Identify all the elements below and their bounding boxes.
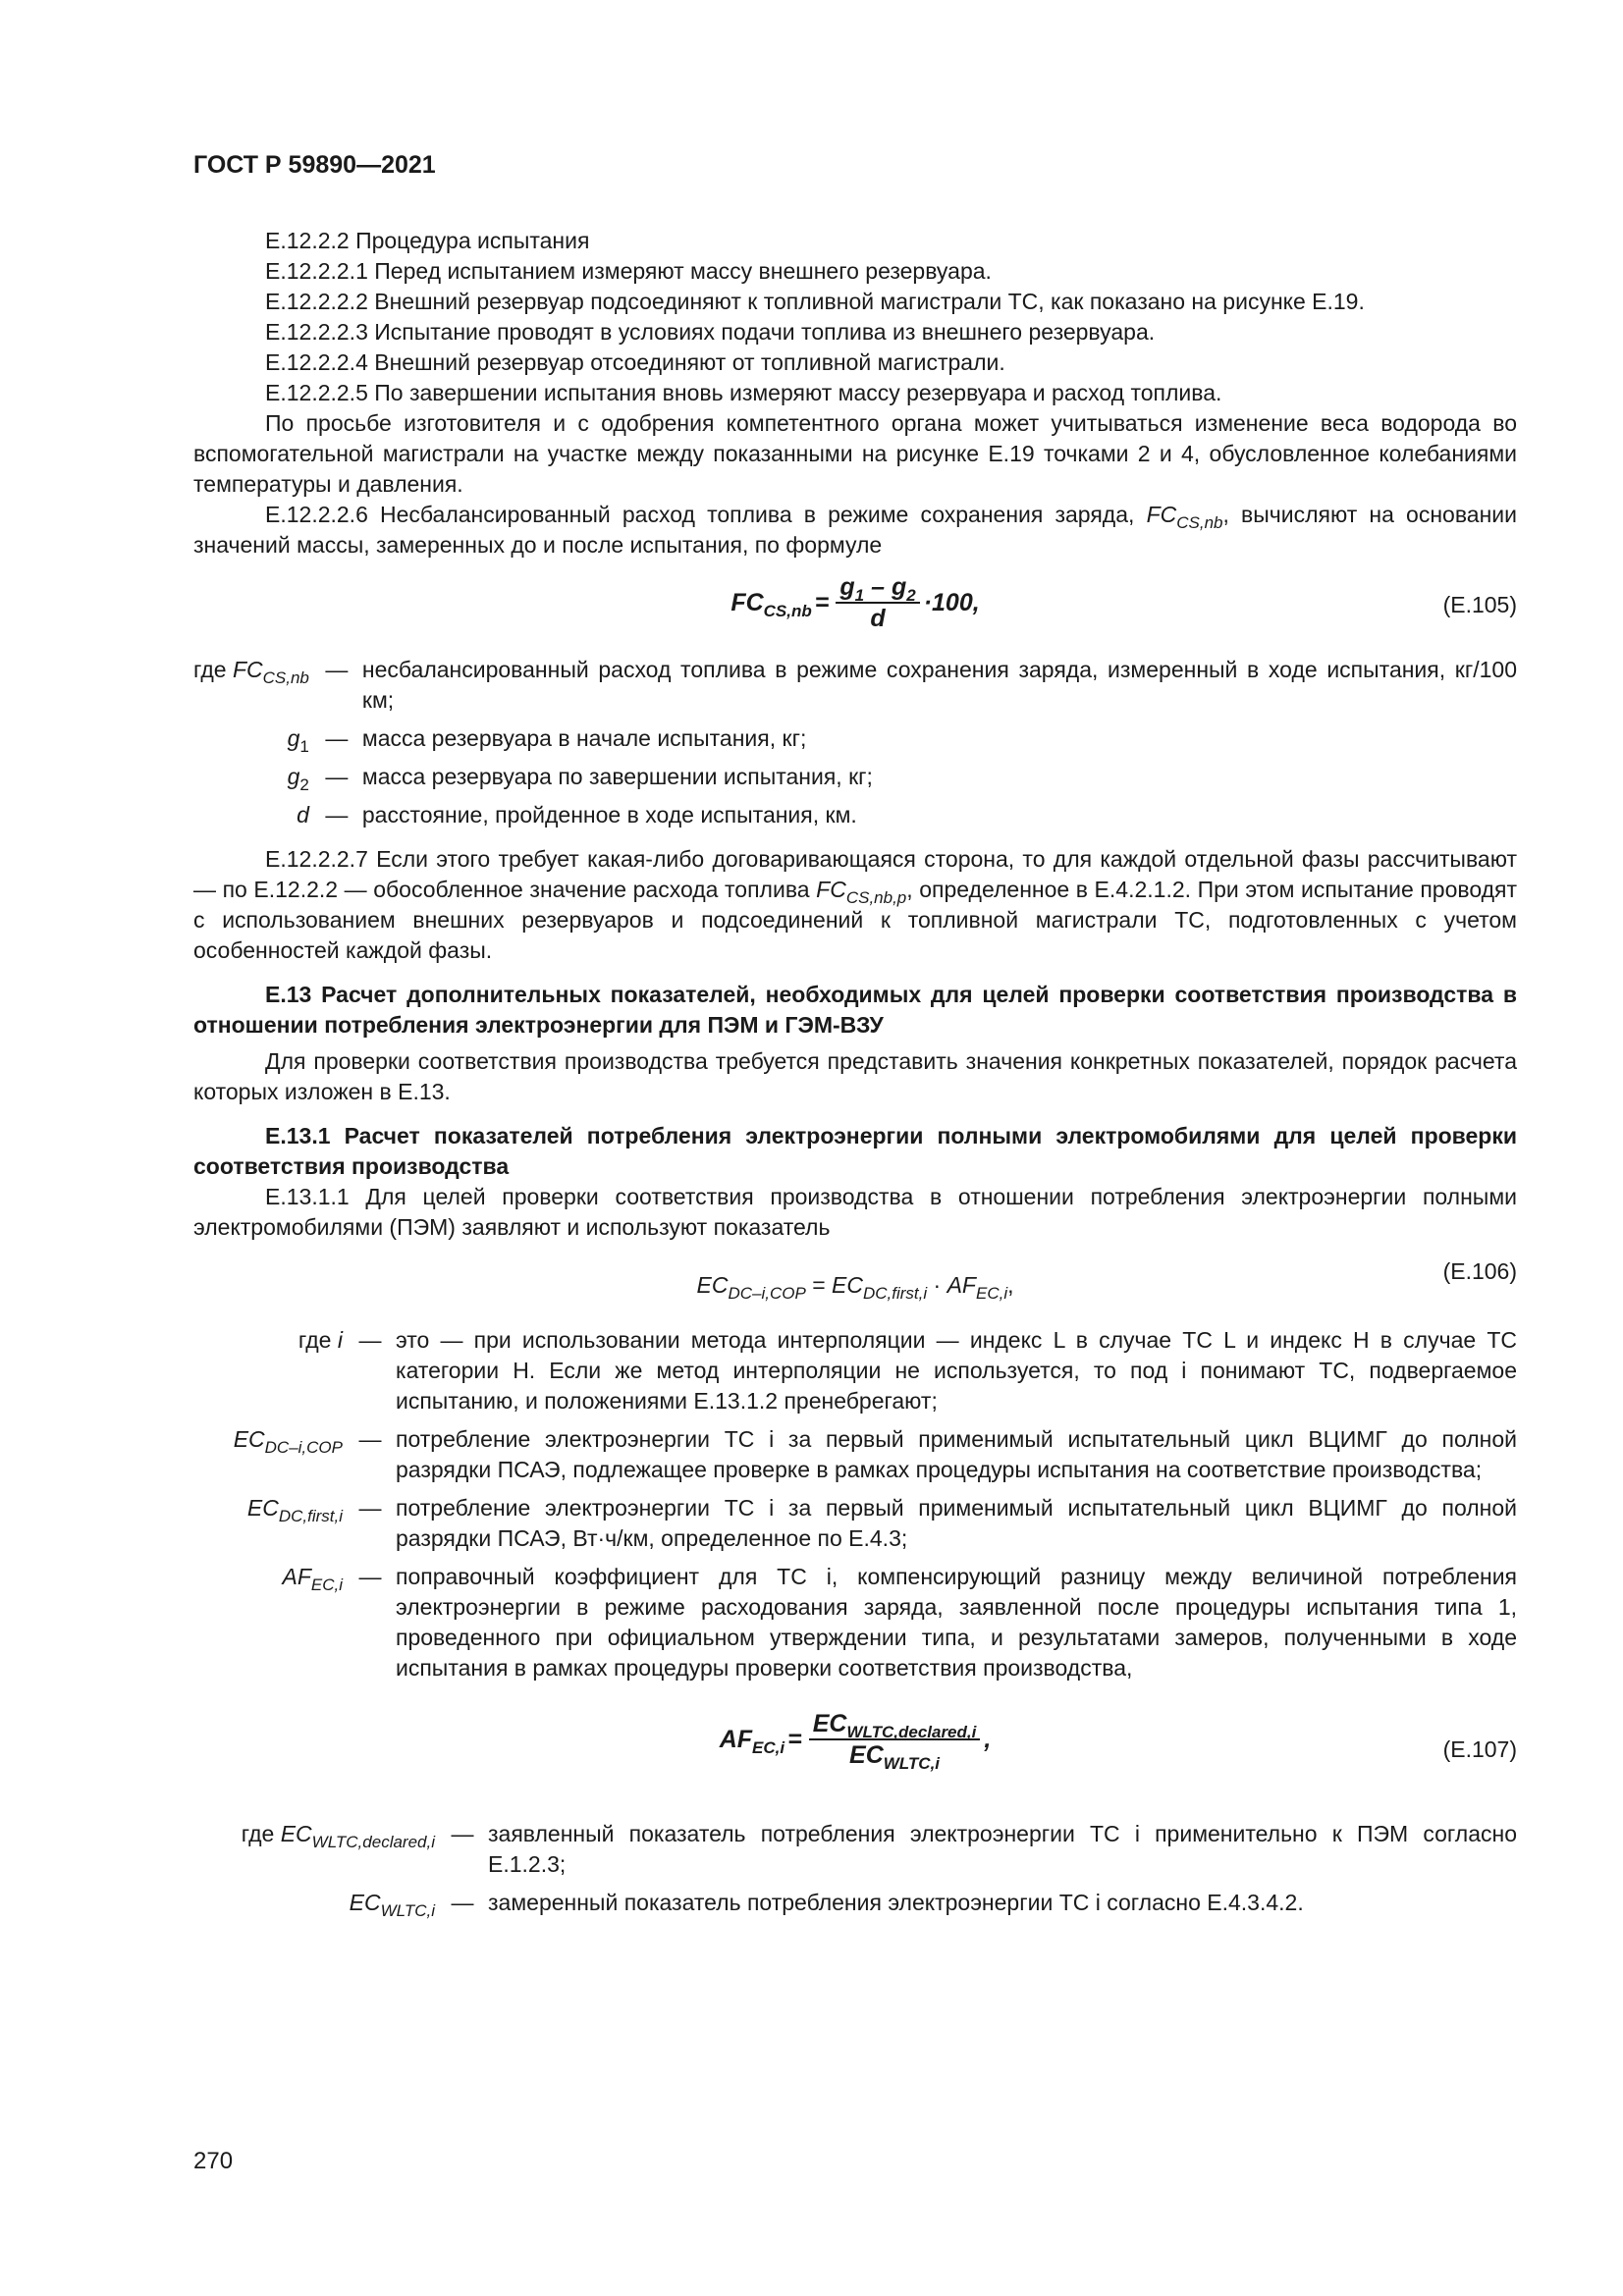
legend-definition: заявленный показатель потребления электроэнергии ТС i применительно к ПЭМ согласно Е.1.2.3; — [488, 1821, 1517, 1877]
text: , определенное в Е.4.2.1.2. При этом испытание проводят с использованием внешних резервуаров и подсоединений к топливной магистрали ТС, подготовленных с учетом особенностей каждой фазы. — [193, 877, 1518, 963]
fc-symbol: FC — [1146, 502, 1177, 527]
text: EC — [696, 1272, 729, 1298]
paragraph — [193, 844, 1517, 966]
text: AF — [282, 1564, 311, 1589]
fraction — [836, 572, 919, 633]
subscript: EC,i — [975, 1284, 1008, 1303]
legend-dash: — — [451, 1890, 474, 1915]
equals-sign: = — [787, 1725, 802, 1753]
page-number: 270 — [193, 2148, 234, 2174]
legend-dash: — — [358, 1426, 382, 1452]
legend-dash: — — [358, 1495, 382, 1521]
legend-row — [193, 1888, 1517, 1926]
text: EC — [849, 1741, 884, 1769]
formula-body — [193, 1270, 1517, 1301]
subscript — [1176, 513, 1222, 532]
text: AF — [947, 1272, 976, 1298]
text: g — [287, 725, 300, 751]
numerator — [809, 1709, 981, 1740]
formula-e106 — [193, 1253, 1517, 1313]
paragraph — [193, 500, 1517, 561]
text: d — [297, 802, 309, 828]
section-heading: Е.13 Расчет дополнительных показателей, необходимых для целей проверки соответствия производства в отношении потребления электроэнергии для ПЭМ и ГЭМ-ВЗУ — [193, 982, 1517, 1038]
formula-e107 — [193, 1701, 1517, 1801]
document-header: ГОСТ Р 59890—2021 — [193, 151, 436, 179]
legend-row — [193, 762, 1517, 800]
subscript: DC–i,COP — [264, 1438, 343, 1457]
subscript: DC,first,i — [278, 1507, 343, 1525]
where-label: где — [298, 1327, 332, 1353]
legend-symbol — [193, 762, 319, 800]
denominator: d — [870, 605, 886, 632]
text: EC — [233, 1426, 265, 1452]
paragraph: Для проверки соответствия производства требуется представить значения конкретных показателей, порядок расчета которых изложен в Е.13. — [193, 1048, 1517, 1104]
text: FC — [232, 657, 263, 682]
legend-dash: — — [325, 802, 349, 828]
subscript: EC,i — [752, 1737, 785, 1757]
legend-definition: замеренный показатель потребления электроэнергии ТС i согласно Е.4.3.4.2. — [488, 1890, 1304, 1915]
legend-e106 — [193, 1325, 1517, 1691]
minus-sign: – — [871, 573, 885, 601]
where-label: где — [193, 657, 227, 682]
text: FC — [730, 588, 764, 616]
legend-symbol — [193, 655, 319, 723]
text: Е.12.2.2.6 Несбалансированный расход топлива в режиме сохранения заряда, — [265, 502, 1147, 527]
legend-symbol — [193, 1424, 352, 1493]
legend-definition: масса резервуара по завершении испытания, кг; — [361, 764, 873, 789]
legend-row — [193, 1562, 1517, 1691]
legend-symbol — [193, 1819, 445, 1888]
text: AF — [719, 1725, 753, 1753]
legend-row — [193, 1493, 1517, 1562]
subscript: 2 — [906, 586, 916, 605]
subscript: 1 — [854, 586, 865, 605]
subscript: DC–i,COP — [728, 1284, 806, 1303]
paragraph: Е.13.1.1 Для целей проверки соответствия производства в отношении потребления электроэнергии полными электромобилями (ПЭМ) заявляют и используют показатель — [193, 1184, 1517, 1240]
text: i — [337, 1327, 343, 1353]
page-content — [193, 226, 1517, 1926]
legend-dash: — — [358, 1327, 382, 1353]
legend-symbol — [193, 723, 319, 762]
formula-e105 — [193, 568, 1517, 647]
subscript: 1 — [299, 737, 309, 756]
legend-symbol — [193, 800, 319, 838]
legend-symbol — [193, 1888, 445, 1926]
legend-definition: расстояние, пройденное в ходе испытания, км. — [361, 802, 857, 828]
legend-e105 — [193, 655, 1517, 838]
legend-row — [193, 1325, 1517, 1424]
equals-sign: = — [812, 1272, 826, 1298]
text: FC — [816, 877, 846, 902]
subscript: WLTC,declared,i — [311, 1833, 435, 1851]
paragraph: Е.12.2.2 Процедура испытания — [265, 228, 590, 253]
formula-number: (Е.106) — [1442, 1258, 1517, 1284]
section-heading: Е.13.1 Расчет показателей потребления электроэнергии полными электромобилями для целей проверки соответствия производства — [193, 1123, 1517, 1179]
formula-body — [193, 572, 1517, 633]
subscript: CS,nb — [262, 668, 309, 687]
comma: , — [1007, 1272, 1014, 1298]
fraction — [809, 1709, 981, 1773]
legend-definition: несбалансированный расход топлива в режиме сохранения заряда, измеренный в ходе испытания, кг/100 км; — [361, 657, 1517, 713]
legend-definition: поправочный коэффициент для ТС i, компенсирующий разницу между величиной потребления электроэнергии в режиме расходования заряда, заявленной после процедуры испытания типа 1, проведенного при официальном утверждении типа, и результатами замеров, полученными в ходе испытания в рамках процедуры проверки соответствия производства, — [396, 1564, 1517, 1681]
legend-definition: потребление электроэнергии ТС i за первый применимый испытательный цикл ВЦИМГ до полной разрядки ПСАЭ, Вт·ч/км, определенное по Е.4.3; — [396, 1495, 1517, 1551]
af-symbol — [720, 1725, 784, 1755]
text: EC — [832, 1272, 863, 1298]
multiplier: ·100, — [923, 588, 980, 616]
legend-row — [193, 1819, 1517, 1888]
formula-number: (Е.107) — [1442, 1736, 1517, 1762]
subscript-text: CS,nb — [1176, 513, 1223, 532]
legend-row — [193, 723, 1517, 762]
legend-symbol — [193, 1325, 352, 1424]
paragraph: Е.12.2.2.4 Внешний резервуар отсоединяют от топливной магистрали. — [265, 349, 1005, 375]
text: g — [839, 573, 855, 601]
fc-symbol — [730, 588, 811, 618]
text: , вычисляют на основании значений массы, замеренных до и после испытания, по формуле — [193, 502, 1517, 558]
legend-e107 — [193, 1819, 1517, 1926]
text: EC — [812, 1710, 847, 1737]
equals-sign: = — [814, 588, 830, 616]
legend-dash: — — [451, 1821, 474, 1846]
formula-number: (Е.105) — [1442, 592, 1517, 617]
subscript: WLTC,i — [883, 1754, 941, 1773]
formula-expression — [719, 1709, 992, 1773]
denominator — [845, 1740, 944, 1773]
paragraph: Е.12.2.2.5 По завершении испытания вновь измеряют массу резервуара и расход топлива. — [265, 380, 1222, 405]
subscript: EC,i — [310, 1575, 343, 1594]
where-label: где — [241, 1821, 275, 1846]
legend-row — [193, 800, 1517, 838]
paragraph: По просьбе изготовителя и с одобрения компетентного органа может учитываться изменение веса водорода во вспомогательной магистрали на участке между показанными на рисунке Е.19 точками 2 и 4, обусловленное колебаниями температуры и давления. — [193, 410, 1517, 497]
text: EC — [349, 1890, 381, 1915]
text: EC — [280, 1821, 312, 1846]
text: g — [287, 764, 300, 789]
legend-definition: это — при использовании метода интерполяции — индекс L в случае ТС L и индекс H в случае ТС категории H. Если же метод интерполяции не используется, то под i понимают ТС, подвергаемое испытанию, и положениями Е.13.1.2 пренебрегают; — [396, 1327, 1517, 1414]
subscript: CS,nb — [763, 601, 812, 620]
multiply-sign: · — [933, 1272, 942, 1298]
legend-dash: — — [358, 1564, 382, 1589]
subscript: 2 — [299, 775, 309, 794]
text: g — [891, 573, 907, 601]
comma: , — [984, 1725, 992, 1753]
legend-row — [193, 1424, 1517, 1493]
numerator — [836, 572, 919, 604]
formula-body — [193, 1709, 1517, 1773]
text: Е.12.2.2.7 Если этого требует какая-либо договаривающаяся сторона, то для каждой отдельной фазы рассчитывают — по Е.12.2.2 — обособленное значение расхода топлива — [193, 846, 1517, 902]
subscript: DC,first,i — [862, 1284, 928, 1303]
text: EC — [246, 1495, 279, 1521]
paragraph: Е.12.2.2.3 Испытание проводят в условиях подачи топлива из внешнего резервуара. — [265, 319, 1156, 345]
formula-expression — [730, 572, 979, 633]
legend-definition: масса резервуара в начале испытания, кг; — [361, 725, 807, 751]
subscript: WLTC,i — [380, 1901, 435, 1920]
legend-dash: — — [325, 657, 349, 682]
paragraph: Е.12.2.2.1 Перед испытанием измеряют массу внешнего резервуара. — [265, 258, 992, 284]
legend-definition: потребление электроэнергии ТС i за первый применимый испытательный цикл ВЦИМГ до полной разрядки ПСАЭ, подлежащее проверке в рамках процедуры испытания на соответствие производства; — [396, 1426, 1517, 1482]
paragraph: Е.12.2.2.2 Внешний резервуар подсоединяют к топливной магистрали ТС, как показано на рисунке Е.19. — [265, 289, 1365, 314]
legend-dash: — — [325, 725, 349, 751]
legend-dash: — — [325, 764, 349, 789]
legend-symbol — [193, 1493, 352, 1562]
legend-row — [193, 655, 1517, 723]
legend-symbol — [193, 1562, 352, 1691]
subscript: CS,nb,p — [845, 888, 907, 907]
subscript: WLTC,declared,i — [846, 1723, 977, 1741]
